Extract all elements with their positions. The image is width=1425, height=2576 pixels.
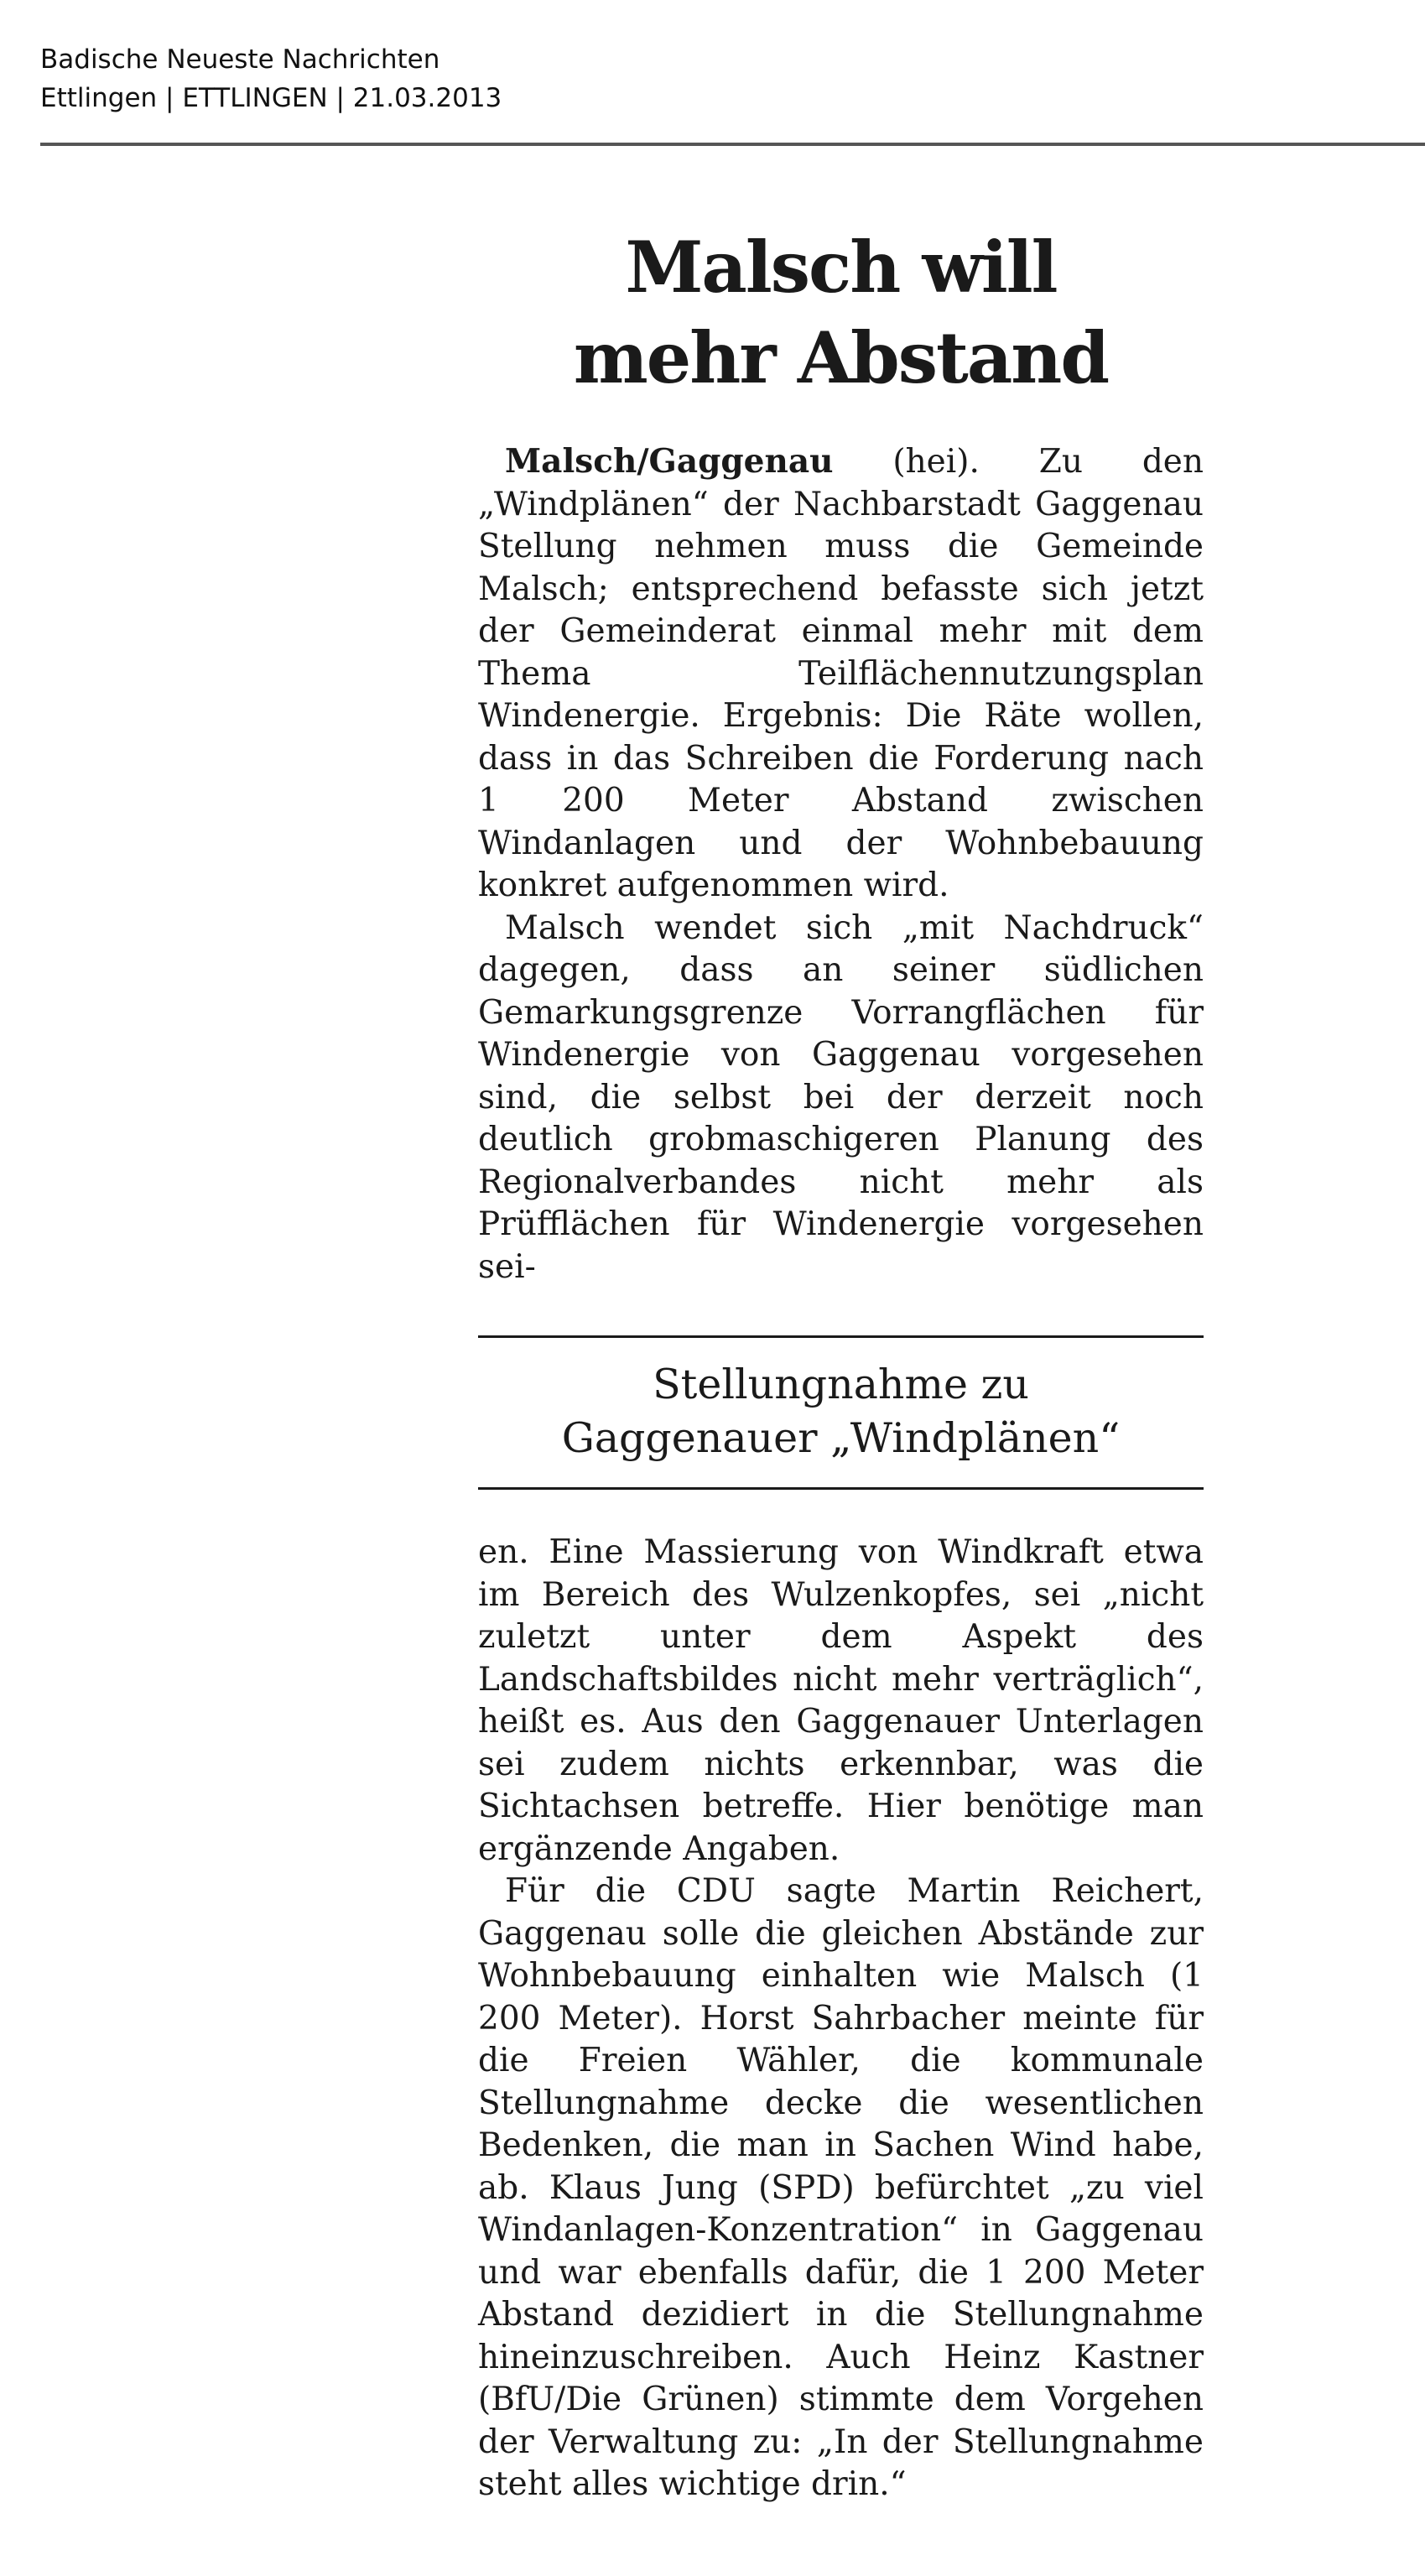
paragraph-2-part-2: en. Eine Massierung von Windkraft etwa im Bereich des Wulzenkopfes, sei „nicht zuletzt unter dem Aspekt des Landschaftsbildes nicht mehr verträglich“, heißt es. Aus den Gaggenauer Unterlagen sei zudem nichts erkennbar, was die Sichtachsen betreffe. Hier benötige man ergänzende Angaben. — [478, 1533, 1204, 1868]
paragraph-3: Für die CDU sagte Martin Reichert, Gaggenau solle die gleichen Abstände zur Wohnbebauung einhalten wie Malsch (1 200 Meter). Horst Sahrbacher meinte für die Freien Wähler, die kommunale Stellungnahme decke die wesentlichen Bedenken, die man in Sachen Wind habe, ab. Klaus Jung (SPD) befürchtet „zu viel Windanlagen-Konzentration“ in Gaggenau und war ebenfalls dafür, die 1 200 Meter Abstand dezidiert in die Stellungnahme hineinzuschreiben. Auch Heinz Kastner (BfU/Die Grünen) stimmte dem Vorgehen der Verwaltung zu: „In der Stellungnahme steht alles wichtige drin.“ — [478, 1872, 1204, 2503]
dateline: Malsch/Gaggenau — [505, 442, 834, 481]
article — [478, 214, 1204, 2506]
lead-text: (hei). Zu den „Windplänen“ der Nachbarstadt Gaggenau Stellung nehmen muss die Gemeinde Malsch; entsprechend befasste sich jetzt der Gemeinderat einmal mehr mit dem Thema Teilflächennutzungsplan Windenergie. Ergebnis: Die Räte wollen, dass in das Schreiben die Forderung nach 1 200 Meter Abstand zwischen Windanlagen und der Wohnbebauung konkret aufgenommen wird. — [478, 443, 1204, 904]
subheadline — [478, 1338, 1204, 1487]
article-body-top — [478, 440, 1204, 1288]
lead-paragraph — [478, 440, 1204, 908]
header-divider — [40, 143, 1425, 146]
article-body-bottom — [478, 1532, 1204, 2506]
headline-line-1: Malsch will — [625, 226, 1057, 309]
subheadline-rule-bottom — [478, 1487, 1204, 1490]
subheadline-line-2: Gaggenauer „Windplänen“ — [561, 1414, 1121, 1462]
publication-meta: Ettlingen | ETTLINGEN | 21.03.2013 — [40, 83, 502, 113]
publication-header — [40, 40, 502, 117]
article-headline — [478, 222, 1204, 403]
headline-line-2: mehr Abstand — [573, 316, 1109, 399]
subheadline-line-1: Stellungnahme zu — [653, 1361, 1029, 1408]
subheadline-box — [478, 1335, 1204, 1490]
publication-name: Badische Neueste Nachrichten — [40, 44, 440, 75]
paragraph-2-part-1: Malsch wendet sich „mit Nachdruck“ dagegen, dass an seiner südlichen Gemarkungsgrenze Vorrangflächen für Windenergie von Gaggenau vorgesehen sind, die selbst bei der derzeit noch deutlich grobmaschigeren Planung des Regionalverbandes nicht mehr als Prüfflächen für Windenergie vorgesehen sei- — [478, 908, 1204, 1286]
